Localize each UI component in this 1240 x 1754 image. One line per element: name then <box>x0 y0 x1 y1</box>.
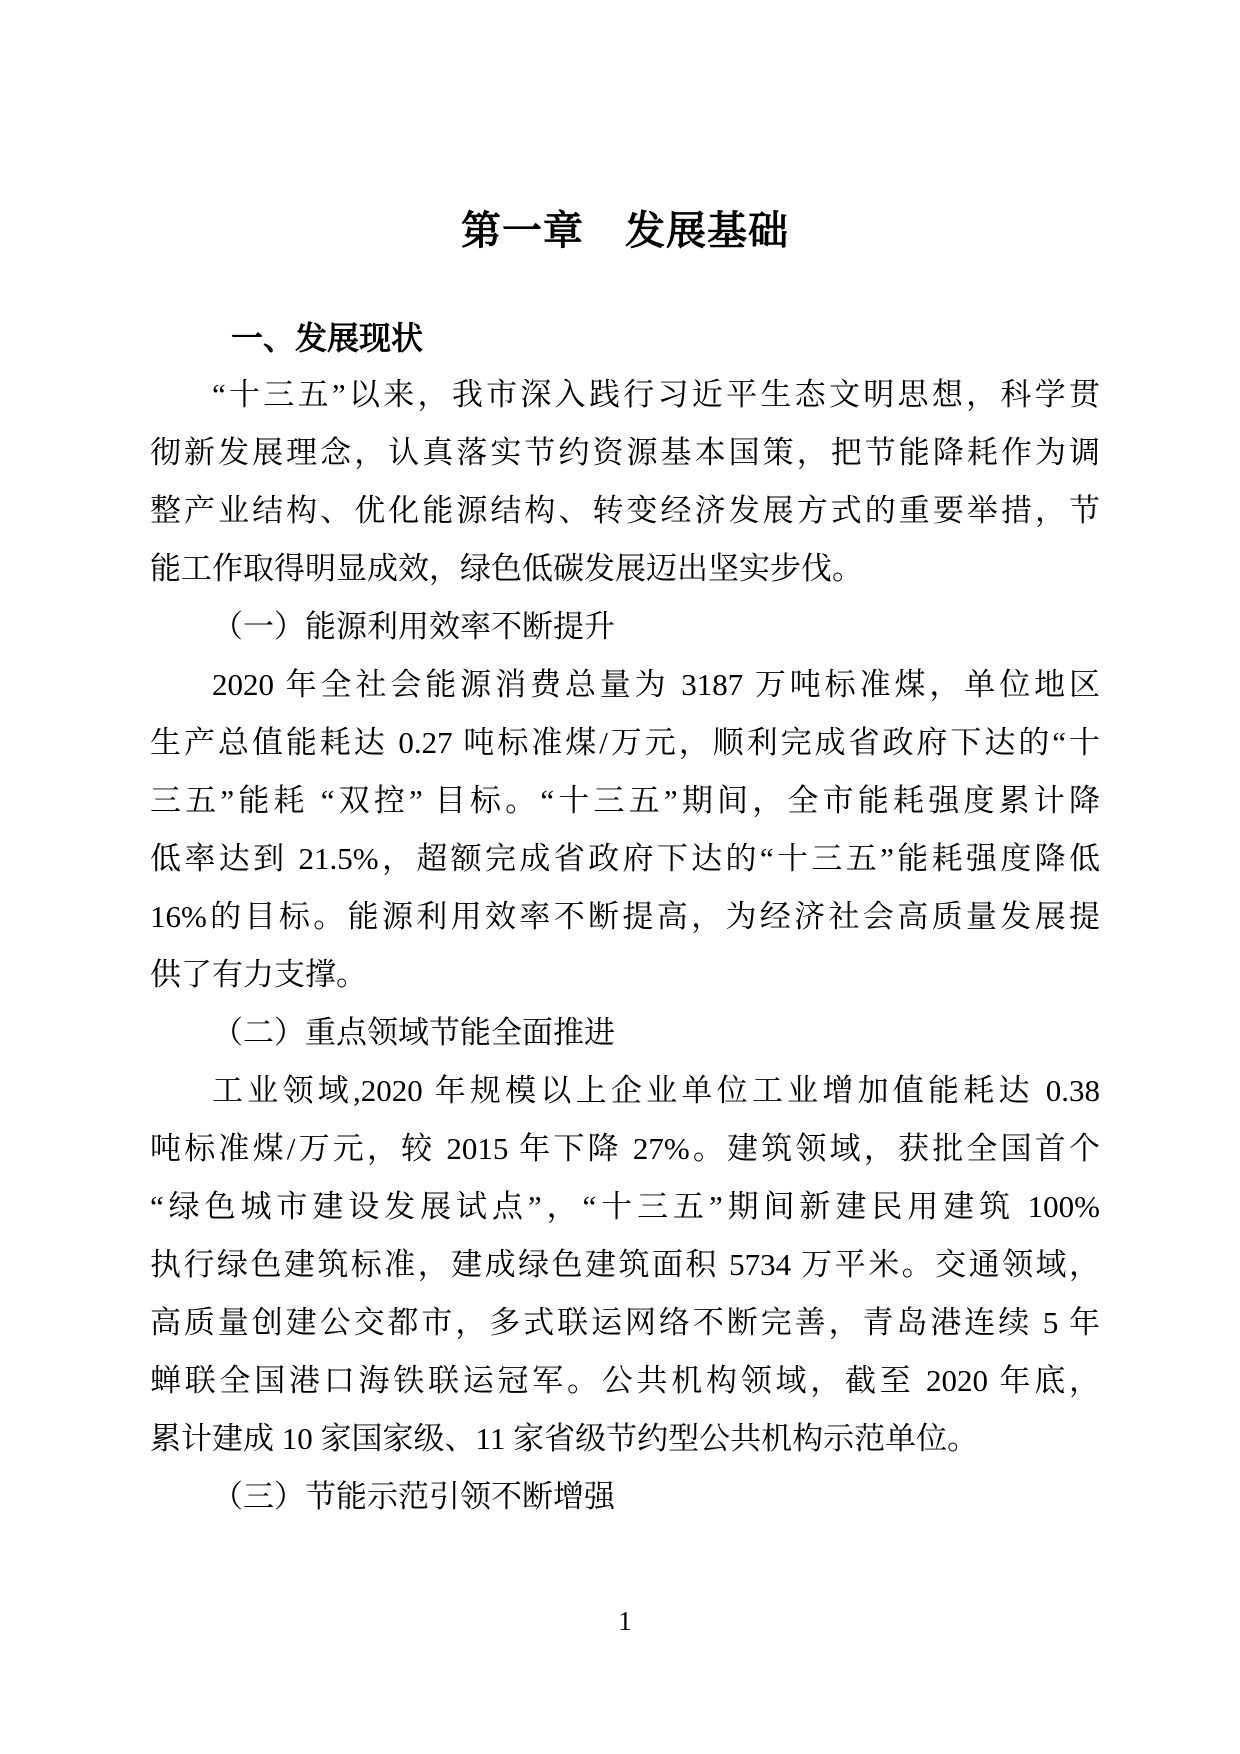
paragraph-line: 整产业结构、优化能源结构、转变经济发展方式的重要举措，节 <box>150 493 1100 528</box>
paragraph-line: 供了有力支撑。 <box>150 957 367 992</box>
paragraph-line: 低率达到 21.5%，超额完成省政府下达的“十三五”能耗强度降低 <box>150 841 1100 876</box>
paragraph-line: “绿色城市建设发展试点”，“十三五”期间新建民用建筑 100% <box>150 1189 1100 1224</box>
paragraph-line: 三五”能耗 “双控” 目标。“十三五”期间，全市能耗强度累计降 <box>150 783 1100 818</box>
paragraph-line: 执行绿色建筑标准，建成绿色建筑面积 5734 万平米。交通领域， <box>150 1247 1100 1282</box>
sub-heading: （三）节能示范引领不断增强 <box>212 1479 615 1514</box>
paragraph-line: 工业领域,2020 年规模以上企业单位工业增加值能耗达 0.38 <box>212 1073 1100 1108</box>
paragraph-line: 累计建成 10 家国家级、11 家省级节约型公共机构示范单位。 <box>150 1421 979 1456</box>
paragraph-line: 蝉联全国港口海铁联运冠军。公共机构领域，截至 2020 年底， <box>150 1363 1100 1398</box>
sub-heading: （二）重点领域节能全面推进 <box>212 1015 615 1050</box>
chapter-title: 第一章 发展基础 <box>461 209 789 253</box>
section-heading: 一、发展现状 <box>231 320 424 356</box>
paragraph-line: 彻新发展理念，认真落实节约资源基本国策，把节能降耗作为调 <box>150 435 1100 470</box>
paragraph-line: 16%的目标。能源利用效率不断提高，为经济社会高质量发展提 <box>150 899 1100 934</box>
paragraph-line: 能工作取得明显成效，绿色低碳发展迈出坚实步伐。 <box>150 551 863 586</box>
sub-heading: （一）能源利用效率不断提升 <box>212 609 615 644</box>
paragraph-line: 2020 年全社会能源消费总量为 3187 万吨标准煤，单位地区 <box>212 667 1100 702</box>
paragraph-line: 高质量创建公交都市，多式联运网络不断完善，青岛港连续 5 年 <box>150 1305 1100 1340</box>
paragraph-line: “十三五”以来，我市深入践行习近平生态文明思想，科学贯 <box>212 377 1100 412</box>
page-number: 1 <box>618 1606 632 1636</box>
body-text <box>150 366 1100 1526</box>
paragraph-line: 吨标准煤/万元，较 2015 年下降 27%。建筑领域，获批全国首个 <box>150 1131 1100 1166</box>
paragraph-line: 生产总值能耗达 0.27 吨标准煤/万元，顺利完成省政府下达的“十 <box>150 725 1100 760</box>
